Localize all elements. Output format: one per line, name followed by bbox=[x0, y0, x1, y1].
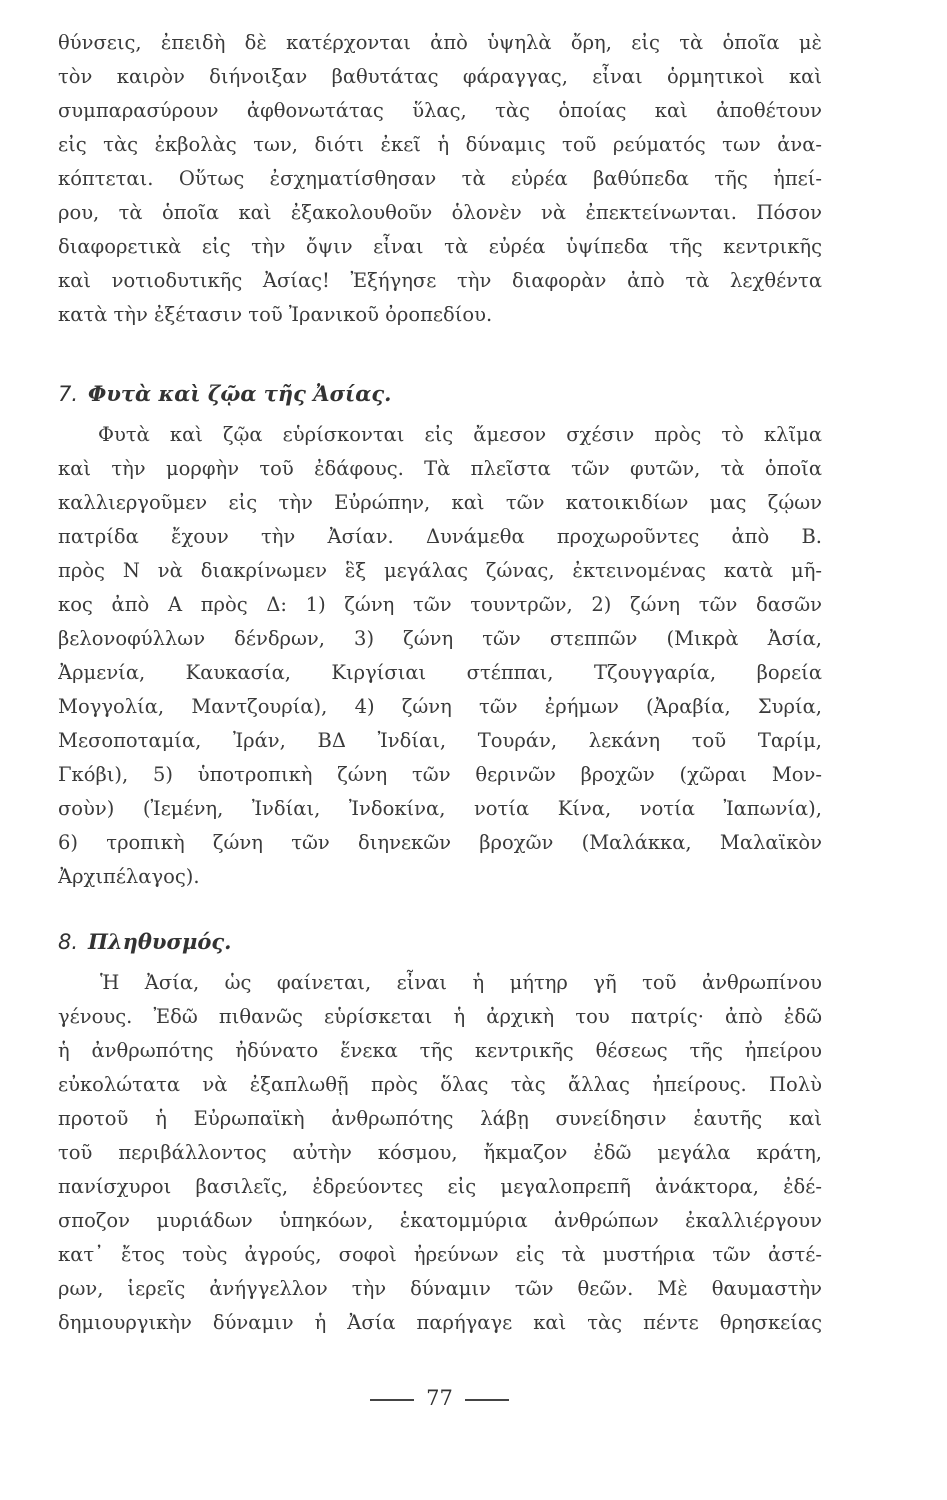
section-7-heading bbox=[58, 376, 391, 412]
page-number-value: 77 bbox=[426, 1386, 453, 1410]
text-line: ἡ ἀνθρωπότης ἠδύνατο ἕνεκα τῆς κεντρικῆς θέσεως τῆς ἠπείρου bbox=[58, 1039, 822, 1062]
text-line: σποζον μυριάδων ὑπηκόων, ἑκατομμύρια ἀνθρώπων ἐκαλλιέργουν bbox=[58, 1209, 822, 1232]
section-8-heading bbox=[58, 924, 231, 960]
text-line: Ἀρμενία, Καυκασία, Κιργίσιαι στέππαι, Τζουγγαρία, βορεία bbox=[58, 661, 822, 684]
text-line: πανίσχυροι βασιλεῖς, ἐδρεύοντες εἰς μεγαλοπρεπῆ ἀνάκτορα, ἐδέ- bbox=[58, 1175, 822, 1198]
text-line: κατὰ τὴν ἐξέτασιν τοῦ Ἰρανικοῦ ὀροπεδίου. bbox=[58, 303, 493, 326]
text-line: Φυτὰ καὶ ζῷα εὑρίσκονται εἰς ἄμεσον σχέσιν πρὸς τὸ κλῖμα bbox=[98, 423, 822, 446]
text-line: συμπαρασύρουν ἀφθονωτάτας ὕλας, τὰς ὁποίας καὶ ἀποθέτουν bbox=[58, 99, 822, 122]
text-line: κος ἀπὸ Α πρὸς Δ: 1) ζώνη τῶν τουντρῶν, 2) ζώνη τῶν δασῶν bbox=[58, 593, 822, 616]
section-8-title: Πληθυσμός. bbox=[88, 929, 232, 954]
text-line: καὶ νοτιοδυτικῆς Ἀσίας! Ἐξήγησε τὴν διαφορὰν ἀπὸ τὰ λεχθέντα bbox=[58, 269, 822, 292]
text-line: διαφορετικὰ εἰς τὴν ὄψιν εἶναι τὰ εὐρέα ὑψίπεδα τῆς κεντρικῆς bbox=[58, 235, 822, 258]
text-line: εἰς τὰς ἐκβολὰς των, διότι ἐκεῖ ἡ δύναμις τοῦ ρεύματός των ἀνα- bbox=[58, 133, 822, 156]
text-line: καλλιεργοῦμεν εἰς τὴν Εὐρώπην, καὶ τῶν κατοικιδίων μας ζῴων bbox=[58, 491, 822, 514]
section-8-number: 8. bbox=[58, 930, 79, 954]
dash-right bbox=[465, 1399, 509, 1401]
text-line: σοὺν) (Ἰεμένη, Ἰνδίαι, Ἰνδοκίνα, νοτία Κίνα, νοτία Ἰαπωνία), bbox=[58, 797, 822, 820]
text-line: πατρίδα ἔχουν τὴν Ἀσίαν. Δυνάμεθα προχωροῦντες ἀπὸ Β. bbox=[58, 525, 822, 548]
text-line: τὸν καιρὸν διήνοιξαν βαθυτάτας φάραγγας, εἶναι ὁρμητικοὶ καὶ bbox=[58, 65, 822, 88]
text-line: καὶ τὴν μορφὴν τοῦ ἐδάφους. Τὰ πλεῖστα τῶν φυτῶν, τὰ ὁποῖα bbox=[58, 457, 822, 480]
section-7-title: Φυτὰ καὶ ζῷα τῆς Ἀσίας. bbox=[88, 381, 392, 406]
text-line: Ἀρχιπέλαγος). bbox=[58, 865, 200, 888]
text-line: Ἡ Ἀσία, ὡς φαίνεται, εἶναι ἡ μήτηρ γῆ τοῦ ἀνθρωπίνου bbox=[100, 971, 822, 994]
text-line: πρὸς Ν νὰ διακρίνωμεν ἓξ μεγάλας ζώνας, ἐκτεινομένας κατὰ μῆ- bbox=[58, 559, 822, 582]
section-8-paragraph bbox=[58, 966, 822, 1340]
text-line: βελονοφύλλων δένδρων, 3) ζώνη τῶν στεππῶν (Μικρὰ Ἀσία, bbox=[58, 627, 822, 650]
text-line: Μεσοποταμία, Ἰράν, ΒΔ Ἰνδίαι, Τουράν, λεκάνη τοῦ Ταρίμ, bbox=[58, 729, 822, 752]
text-line: τοῦ περιβάλλοντος αὐτὴν κόσμου, ἤκμαζον ἐδῶ μεγάλα κράτη, bbox=[58, 1141, 822, 1164]
dash-left bbox=[370, 1399, 414, 1401]
text-line: ρου, τὰ ὁποῖα καὶ ἐξακολουθοῦν ὁλονὲν νὰ ἐπεκτείνωνται. Πόσον bbox=[58, 201, 822, 224]
page-number bbox=[0, 1386, 879, 1410]
intro-paragraph bbox=[58, 26, 822, 332]
text-line: προτοῦ ἡ Εὐρωπαϊκὴ ἀνθρωπότης λάβῃ συνείδησιν ἑαυτῆς καὶ bbox=[58, 1107, 822, 1130]
text-line: 6) τροπικὴ ζώνη τῶν διηνεκῶν βροχῶν (Μαλάκκα, Μαλαϊκὸν bbox=[58, 831, 822, 854]
text-line: κατ᾽ ἔτος τοὺς ἀγρούς, σοφοὶ ἠρεύνων εἰς τὰ μυστήρια τῶν ἀστέ- bbox=[58, 1243, 822, 1266]
text-line: Γκόβι), 5) ὑποτροπικὴ ζώνη τῶν θερινῶν βροχῶν (χῶραι Μον- bbox=[58, 763, 822, 786]
text-line: Μογγολία, Μαντζουρία), 4) ζώνη τῶν ἐρήμων (Ἀραβία, Συρία, bbox=[58, 695, 822, 718]
section-7-paragraph bbox=[58, 418, 822, 894]
text-line: κόπτεται. Οὕτως ἐσχηματίσθησαν τὰ εὐρέα βαθύπεδα τῆς ἠπεί- bbox=[58, 167, 822, 190]
text-line: εὐκολώτατα νὰ ἐξαπλωθῇ πρὸς ὅλας τὰς ἄλλας ἠπείρους. Πολὺ bbox=[58, 1073, 822, 1096]
text-line: ρων, ἱερεῖς ἀνήγγελλον τὴν δύναμιν τῶν θεῶν. Μὲ θαυμαστὴν bbox=[58, 1277, 822, 1300]
text-line: δημιουργικὴν δύναμιν ἡ Ἀσία παρήγαγε καὶ τὰς πέντε θρησκείας bbox=[58, 1311, 822, 1334]
section-7-number: 7. bbox=[58, 382, 79, 406]
text-line: θύνσεις, ἐπειδὴ δὲ κατέρχονται ἀπὸ ὑψηλὰ ὄρη, εἰς τὰ ὁποῖα μὲ bbox=[58, 31, 822, 54]
text-line: γένους. Ἐδῶ πιθανῶς εὑρίσκεται ἡ ἀρχικὴ του πατρίς· ἀπὸ ἐδῶ bbox=[58, 1005, 822, 1028]
